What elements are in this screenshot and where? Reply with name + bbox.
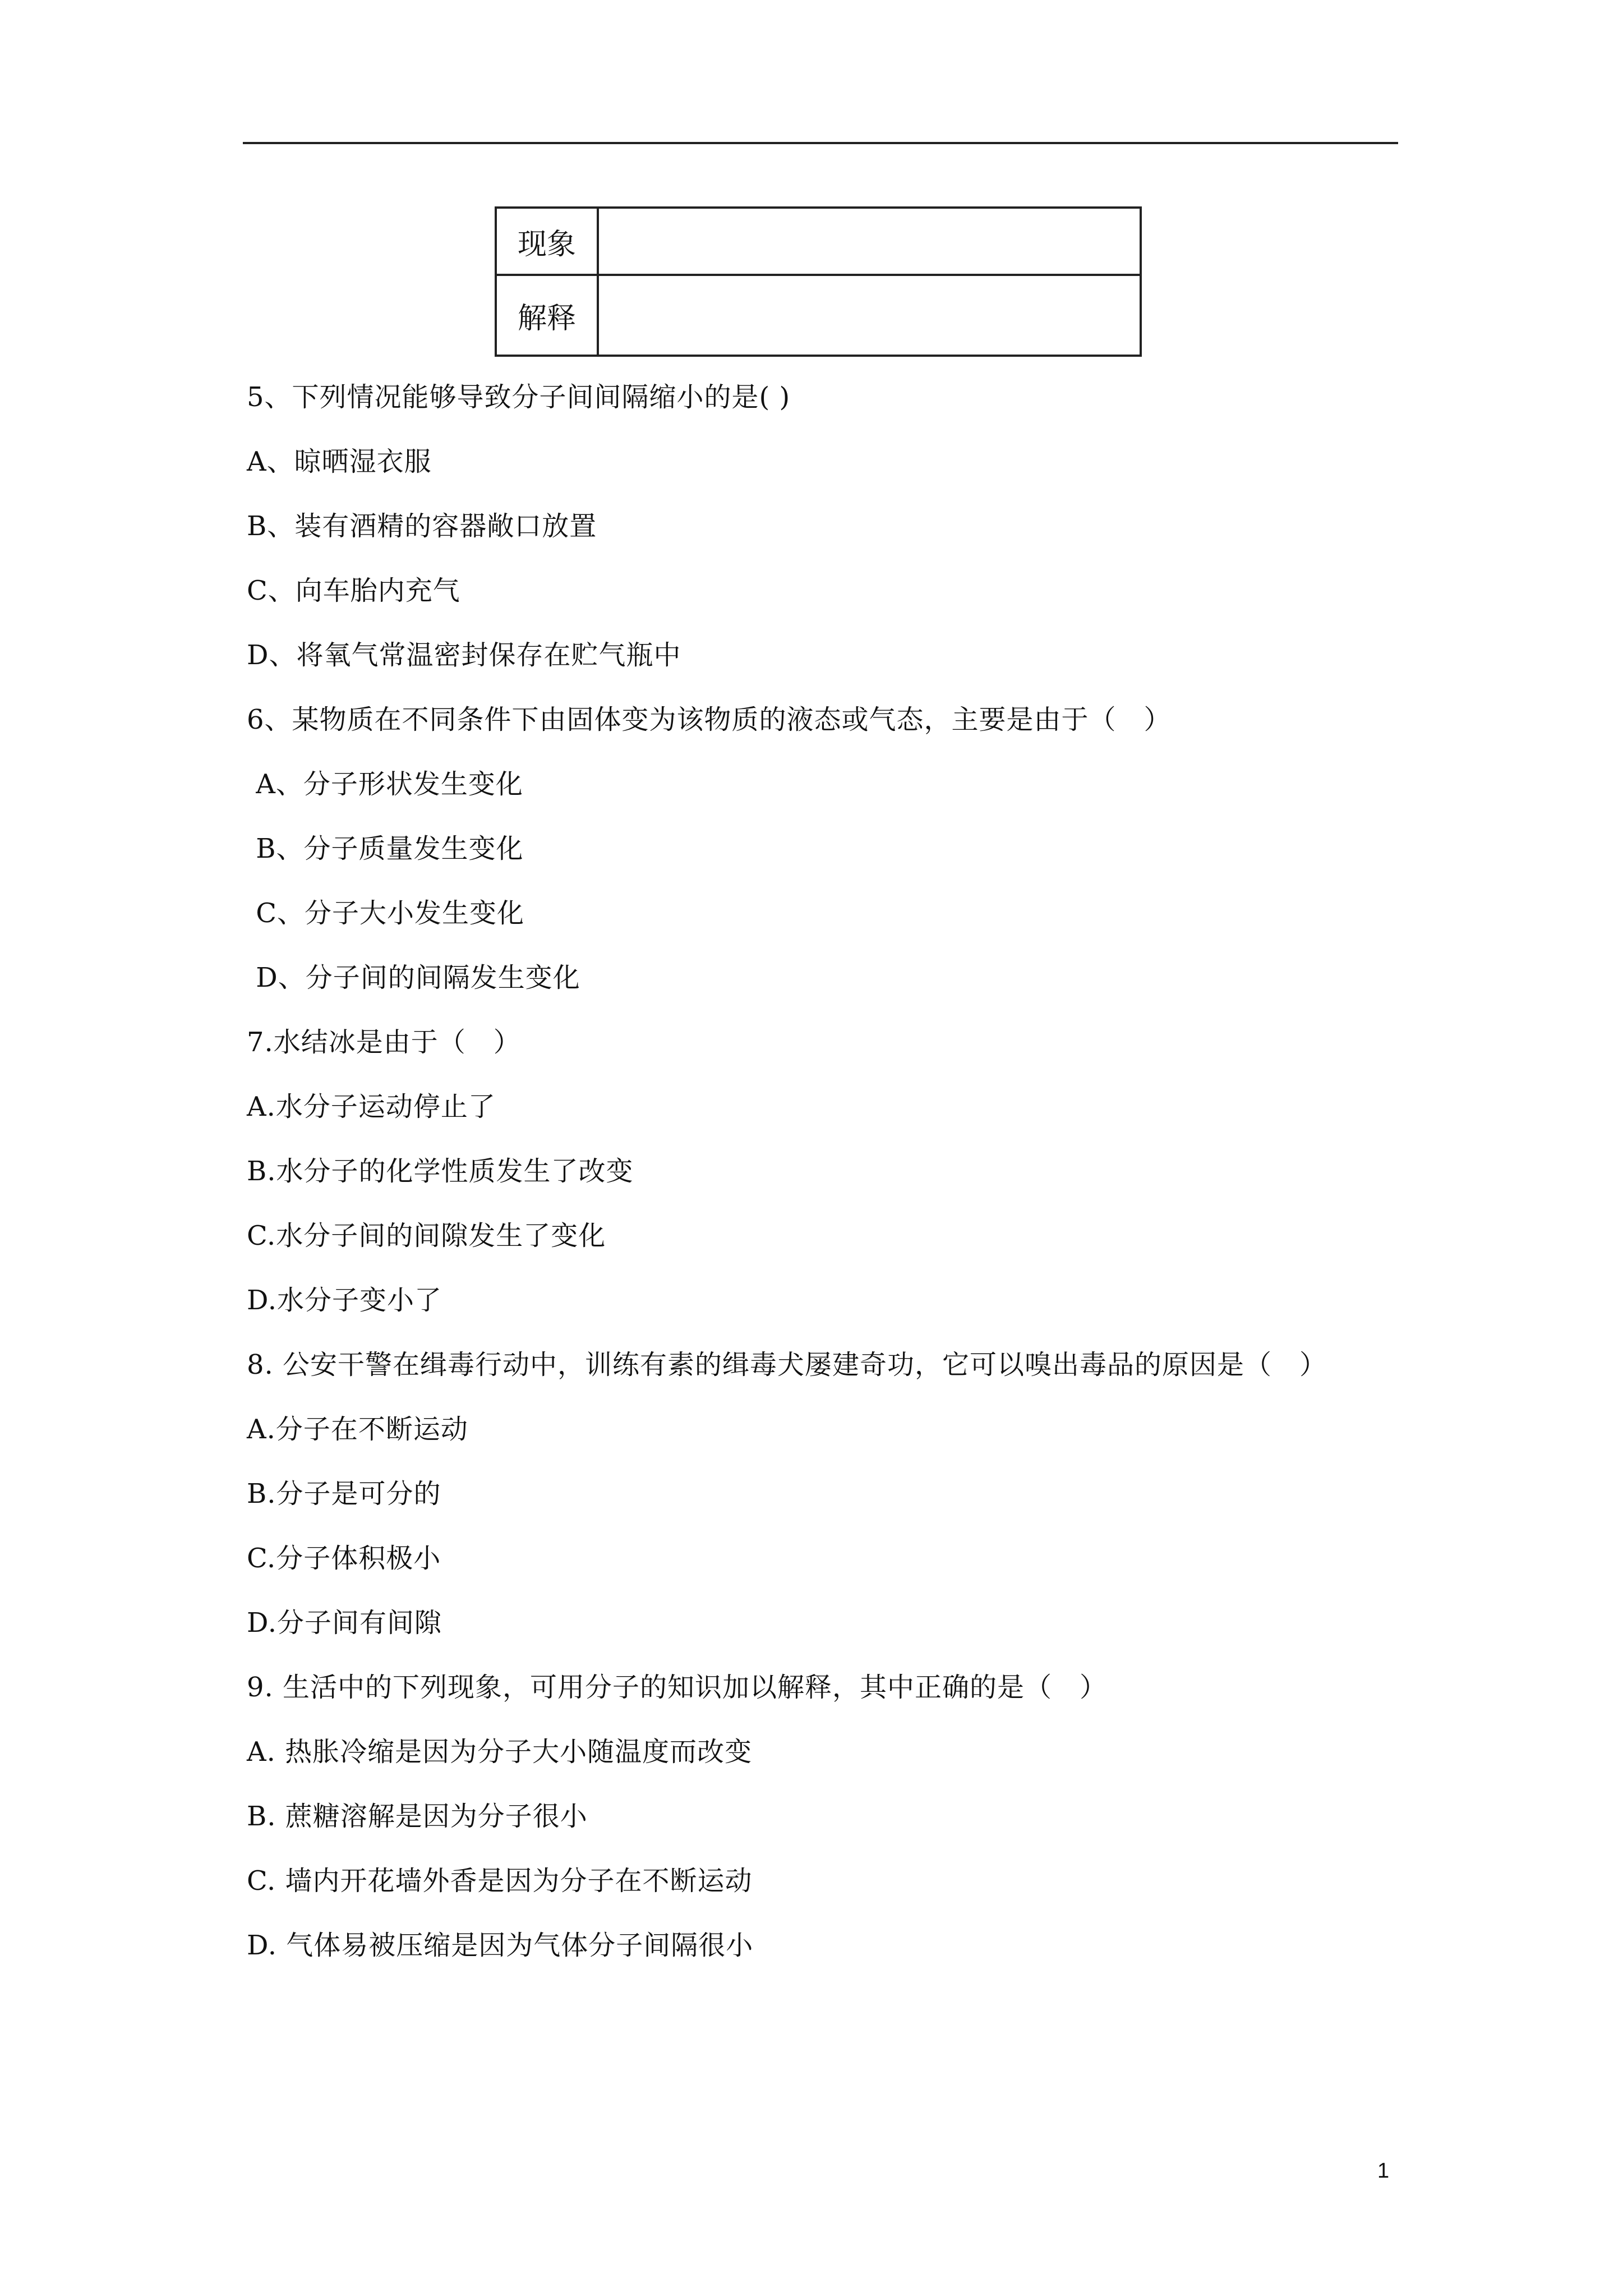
question-9-stem: 9. 生活中的下列现象，可用分子的知识加以解释，其中正确的是（ ）	[247, 1672, 1108, 1703]
question-7-option-d: D.水分子变小了	[247, 1285, 442, 1316]
observation-table	[495, 206, 1142, 357]
question-9-option-b: B. 蔗糖溶解是因为分子很小	[247, 1801, 588, 1832]
question-8-stem: 8. 公安干警在缉毒行动中，训练有素的缉毒犬屡建奇功，它可以嗅出毒品的原因是（ ）	[247, 1349, 1327, 1381]
question-9-option-c: C. 墙内开花墙外香是因为分子在不断运动	[247, 1865, 753, 1897]
table-cell-phenomenon	[598, 208, 1141, 275]
question-6-option-a: A、分子形状发生变化	[247, 769, 523, 800]
question-5-stem: 5、下列情况能够导致分子间间隔缩小的是( )	[247, 381, 791, 413]
table-cell-explanation	[598, 275, 1141, 356]
question-8-option-d: D.分子间有间隙	[247, 1607, 442, 1639]
question-6-option-b: B、分子质量发生变化	[247, 833, 524, 864]
question-8-option-a: A.分子在不断运动	[247, 1414, 468, 1445]
question-5-option-a: A、晾晒湿衣服	[247, 446, 432, 477]
question-5-option-d: D、将氧气常温密封保存在贮气瓶中	[247, 639, 681, 671]
question-9-option-d: D. 气体易被压缩是因为气体分子间隔很小	[247, 1930, 754, 1961]
question-6-option-c: C、分子大小发生变化	[247, 898, 524, 929]
question-5-option-c: C、向车胎内充气	[247, 575, 460, 606]
question-7-stem: 7.水结冰是由于（ ）	[247, 1027, 521, 1058]
table-row	[496, 208, 1141, 275]
question-5-option-b: B、装有酒精的容器敞口放置	[247, 510, 597, 542]
header-rule	[243, 142, 1398, 144]
question-7-option-a: A.水分子运动停止了	[247, 1091, 496, 1122]
question-6-stem: 6、某物质在不同条件下由固体变为该物质的液态或气态，主要是由于（ ）	[247, 704, 1172, 735]
question-7-option-b: B.水分子的化学性质发生了改变	[247, 1156, 634, 1187]
question-6-option-d: D、分子间的间隔发生变化	[247, 962, 580, 993]
table-row	[496, 275, 1141, 356]
question-8-option-b: B.分子是可分的	[247, 1478, 441, 1510]
question-7-option-c: C.水分子间的间隙发生了变化	[247, 1220, 606, 1251]
question-8-option-c: C.分子体积极小	[247, 1543, 441, 1574]
table-label-explanation: 解释	[496, 275, 598, 356]
page-number: 1	[1377, 2159, 1390, 2183]
table-label-phenomenon: 现象	[496, 208, 598, 275]
question-9-option-a: A. 热胀冷缩是因为分子大小随温度而改变	[247, 1736, 753, 1768]
